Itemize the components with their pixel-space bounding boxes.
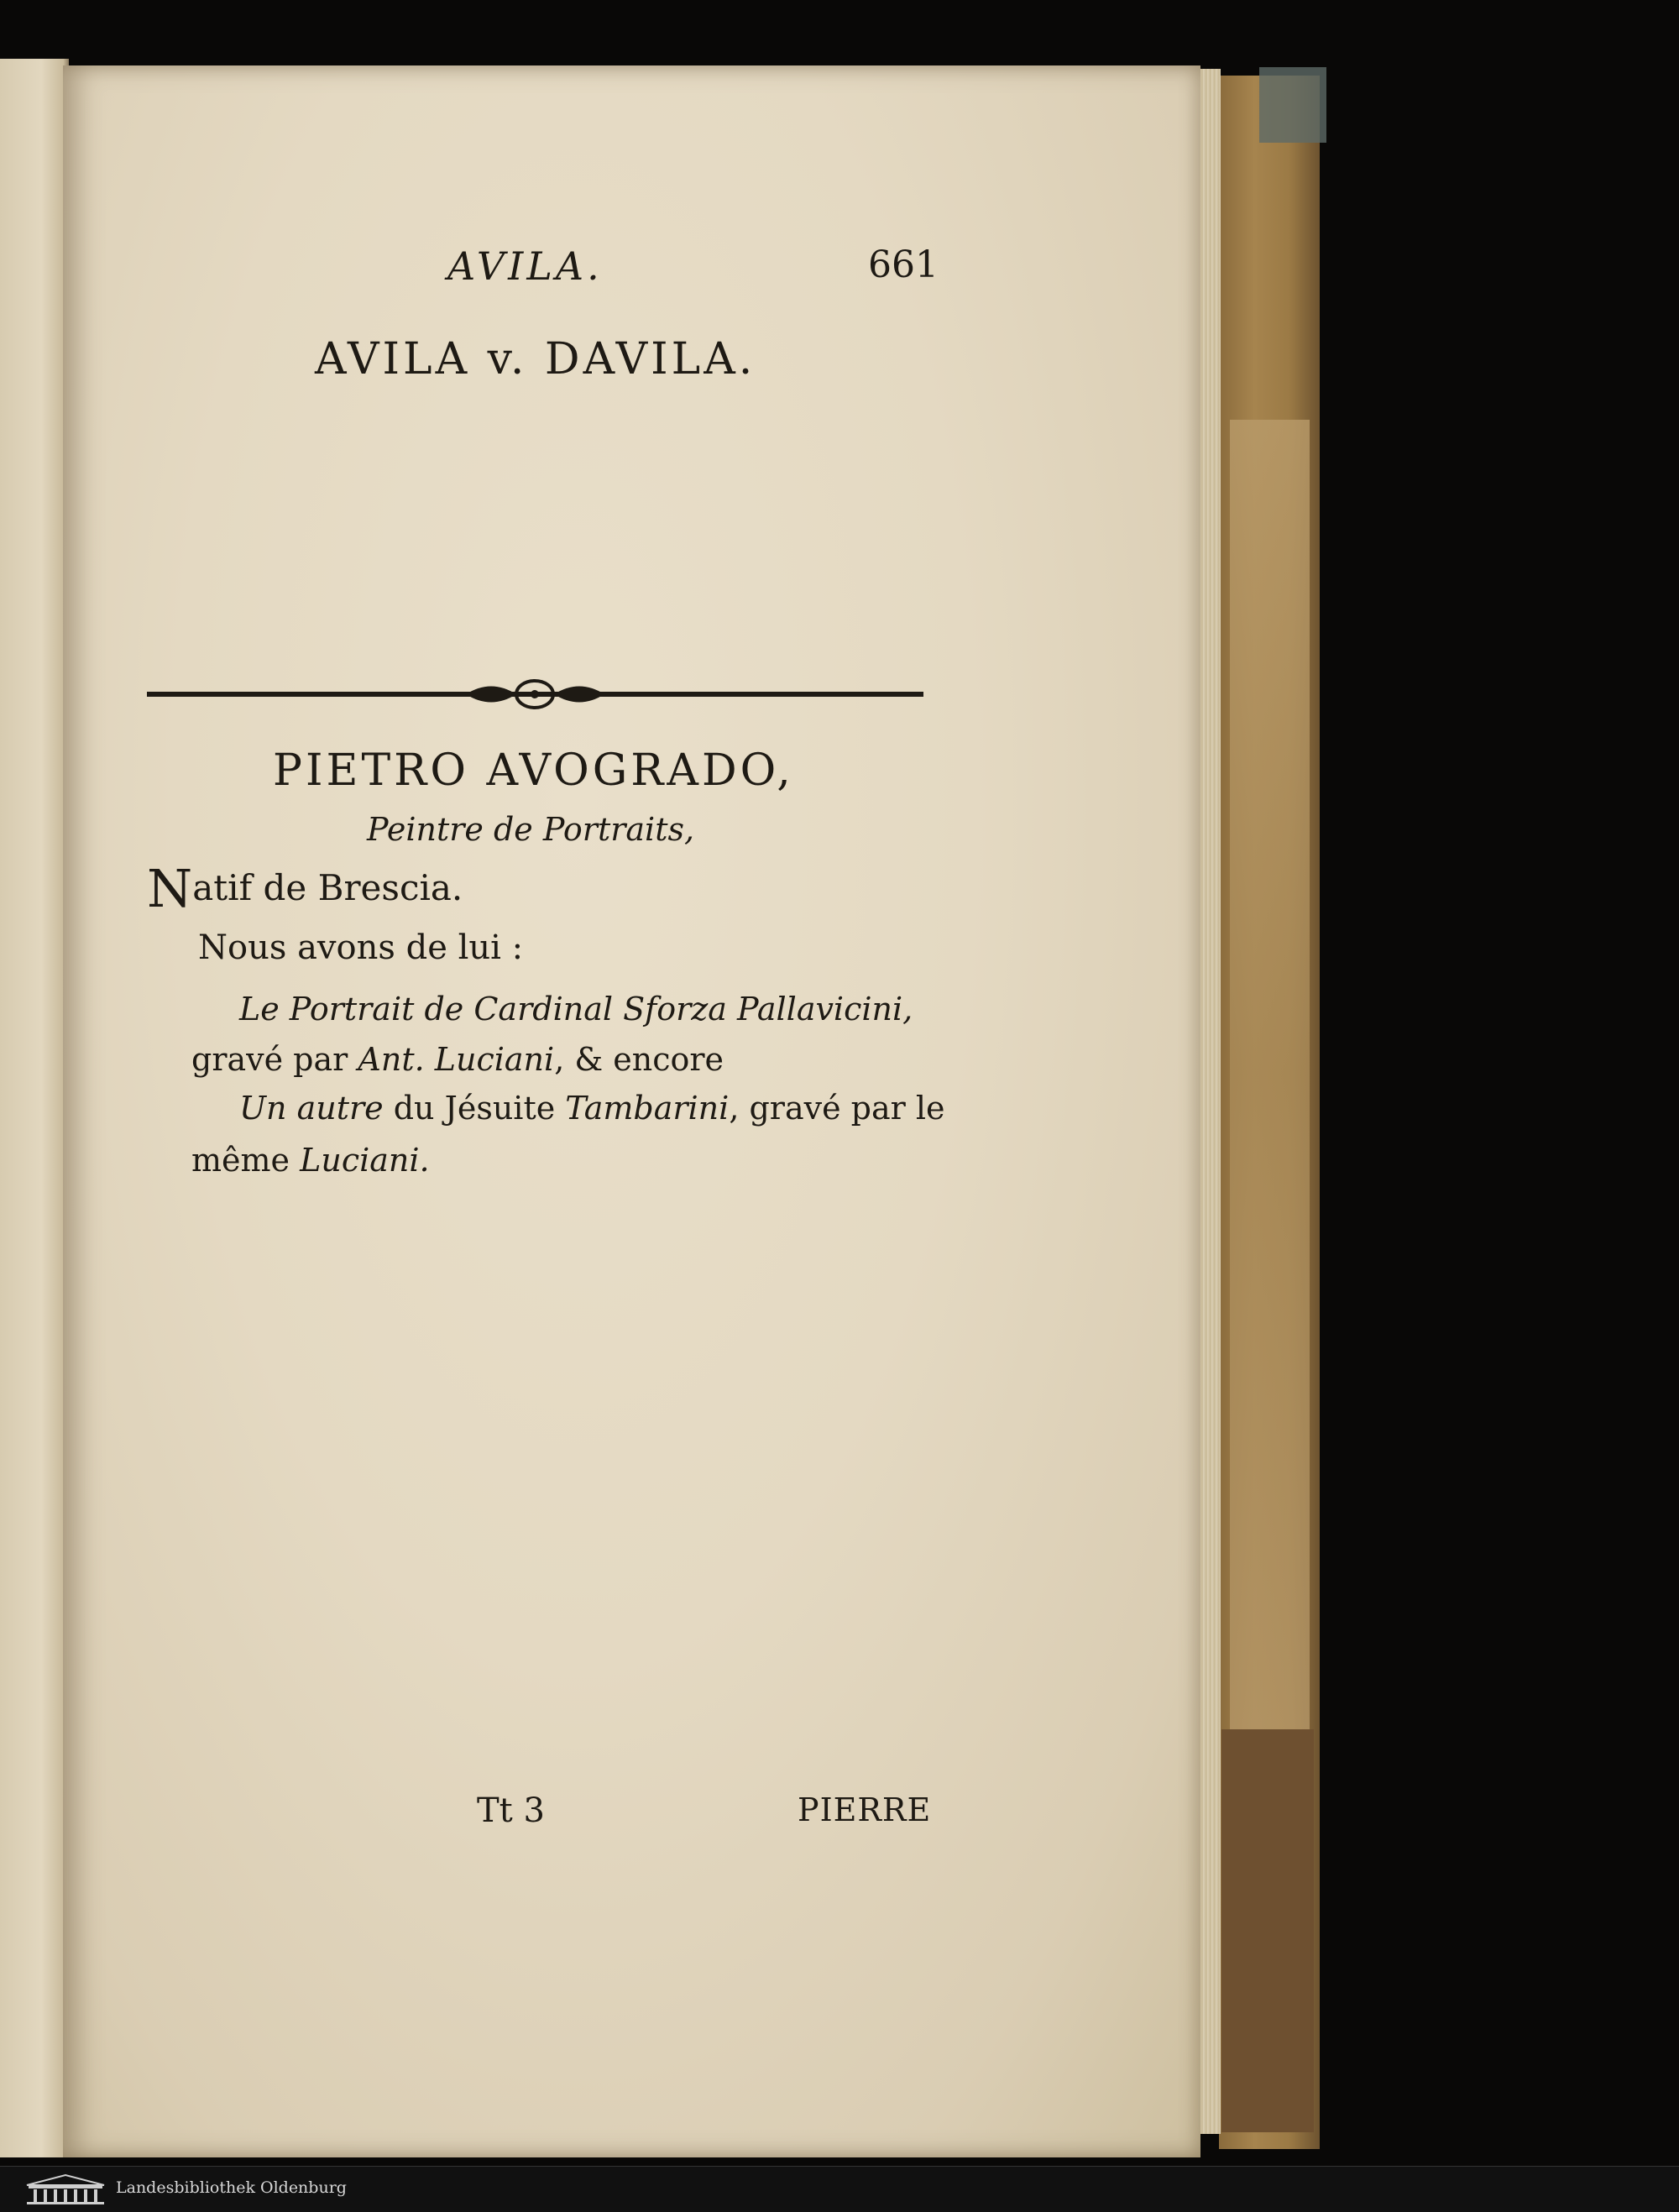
signature-mark: Tt 3 <box>477 1791 545 1830</box>
library-name: Landesbibliothek Oldenburg <box>116 2178 347 2197</box>
birthplace-text: atif de Brescia. <box>192 867 463 908</box>
work-line-4 <box>191 1142 430 1179</box>
ornamental-rule <box>147 673 923 715</box>
cover-leather-patch <box>1230 420 1310 1729</box>
work-intro-italic: Un autre <box>239 1090 384 1127</box>
entry-subtitle: Peintre de Portraits, <box>367 811 695 848</box>
cover-corner <box>1259 67 1326 143</box>
work-line-1 <box>239 991 913 1028</box>
work-line-3 <box>239 1090 945 1127</box>
running-title: AVILA. <box>447 243 603 289</box>
engraver-suffix: , & encore <box>554 1041 724 1078</box>
subject-name: Tambarini <box>565 1090 730 1127</box>
cover-dark-area <box>1221 1729 1314 2132</box>
page-number: 661 <box>868 243 939 286</box>
work-line-3-text-a: du Jésuite <box>383 1090 566 1127</box>
work-title-italic: Le Portrait de Cardinal Sforza Pallavicini, <box>239 991 913 1028</box>
engraver-name-2: Luciani. <box>300 1142 430 1179</box>
facing-page-edge <box>0 59 69 2157</box>
library-building-icon <box>25 2173 106 2205</box>
footer-bar <box>0 2166 1679 2212</box>
work-line-3-text-b: , gravé par le <box>729 1090 945 1127</box>
entry-title: PIETRO AVOGRADO, <box>273 745 794 796</box>
birthplace-line <box>147 858 463 919</box>
works-intro: Nous avons de lui : <box>198 928 524 967</box>
work-line-2 <box>191 1041 724 1078</box>
work-line-4-text: même <box>191 1142 301 1179</box>
main-heading: AVILA v. DAVILA. <box>315 334 756 384</box>
catchword: PIERRE <box>798 1791 932 1828</box>
drop-cap: N <box>147 858 193 919</box>
engraver-name: Ant. Luciani <box>358 1041 555 1078</box>
engraver-prefix: gravé par <box>191 1041 358 1078</box>
